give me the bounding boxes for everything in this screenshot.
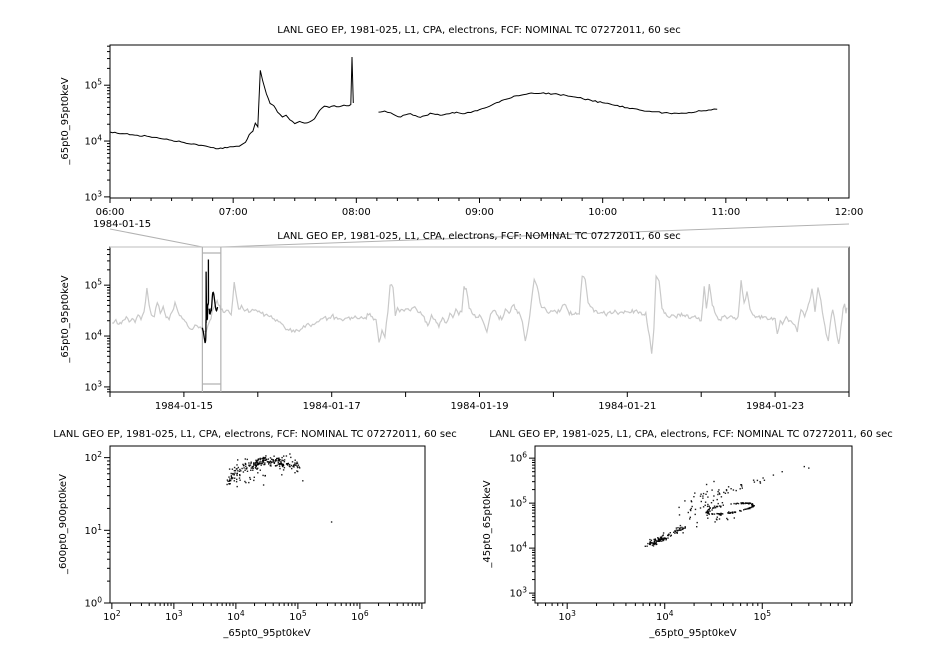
svg-text:06:00: 06:00 bbox=[95, 207, 125, 218]
detail-y-axis-ticks bbox=[84, 46, 110, 203]
svg-text:1984-01-17: 1984-01-17 bbox=[302, 401, 361, 412]
svg-text:101: $10^1$ bbox=[84, 522, 102, 537]
svg-text:11:00: 11:00 bbox=[711, 207, 741, 218]
svg-text:106: $10^6$ bbox=[351, 609, 369, 623]
scatter2-plot-frame[interactable] bbox=[535, 446, 852, 603]
svg-text:104: $10^4$ bbox=[227, 609, 245, 623]
scatter1-plot-frame[interactable] bbox=[110, 446, 425, 603]
svg-text:10:00: 10:00 bbox=[588, 207, 618, 218]
svg-text:105: $10^5$ bbox=[753, 609, 772, 623]
svg-text:103: $10^3$ bbox=[509, 585, 527, 600]
scatter-600-900-y-axis-label: _600pt0_900pt0keV bbox=[58, 474, 69, 574]
context-x-axis-ticks bbox=[110, 392, 849, 412]
svg-text:104: $10^4$ bbox=[655, 609, 674, 623]
detail-panel-title: LANL GEO EP, 1981-025, L1, CPA, electrons, FCF: NOMINAL TC 07272011, 60 sec bbox=[277, 25, 681, 36]
svg-text:104: $10^4$ bbox=[84, 328, 102, 343]
svg-text:12:00: 12:00 bbox=[834, 207, 864, 218]
scatter-45-65-x-axis-label: _65pt0_95pt0keV bbox=[649, 628, 737, 639]
svg-text:105: $10^5$ bbox=[509, 495, 527, 510]
scatter-600-900-title: LANL GEO EP, 1981-025, L1, CPA, electrons, FCF: NOMINAL TC 07272011, 60 sec bbox=[53, 429, 457, 440]
svg-text:103: $10^3$ bbox=[558, 609, 576, 623]
scatter2-scatter-points bbox=[645, 466, 810, 547]
scatter2-y-axis-ticks bbox=[509, 451, 535, 600]
context-y-axis-ticks bbox=[84, 250, 110, 394]
svg-text:09:00: 09:00 bbox=[465, 207, 494, 218]
svg-text:102: $10^2$ bbox=[103, 609, 121, 623]
scatter-45-65-y-axis-label: _45pt0_65pt0keV bbox=[482, 480, 493, 568]
detail-timeseries-panel bbox=[84, 45, 863, 218]
context-highlight-series bbox=[202, 260, 217, 344]
svg-text:103: $10^3$ bbox=[84, 379, 102, 394]
svg-text:08:00: 08:00 bbox=[341, 207, 371, 218]
svg-text:1984-01-23: 1984-01-23 bbox=[746, 401, 805, 412]
scatter1-x-axis-ticks bbox=[103, 603, 422, 623]
detail-y-axis-label: _65pt0_95pt0keV bbox=[60, 77, 71, 165]
svg-text:07:00: 07:00 bbox=[218, 207, 248, 218]
svg-text:105: $10^5$ bbox=[84, 77, 102, 92]
svg-text:1984-01-15: 1984-01-15 bbox=[154, 401, 213, 412]
scatter-45-65-panel bbox=[509, 446, 852, 623]
scatter2-x-axis-ticks bbox=[538, 603, 851, 623]
svg-text:103: $10^3$ bbox=[165, 609, 183, 623]
svg-text:105: $10^5$ bbox=[84, 277, 102, 292]
svg-text:104: $10^4$ bbox=[84, 133, 102, 148]
context-y-axis-label: _65pt0_95pt0keV bbox=[60, 275, 71, 363]
scatter-45-65-title: LANL GEO EP, 1981-025, L1, CPA, electrons, FCF: NOMINAL TC 07272011, 60 sec bbox=[489, 429, 893, 440]
svg-text:1984-01-19: 1984-01-19 bbox=[450, 401, 509, 412]
detail-x-axis-ticks bbox=[96, 198, 864, 218]
context-box[interactable] bbox=[202, 247, 220, 392]
svg-text:100: $10^0$ bbox=[84, 595, 102, 610]
context-series bbox=[112, 276, 847, 354]
svg-text:104: $10^4$ bbox=[509, 540, 527, 555]
svg-text:1984-01-21: 1984-01-21 bbox=[598, 401, 657, 412]
detail-series bbox=[110, 57, 717, 149]
scatter1-scatter-points bbox=[226, 453, 332, 522]
scatter1-y-axis-ticks bbox=[84, 450, 110, 609]
scatter-600-900-x-axis-label: _65pt0_95pt0keV bbox=[223, 628, 311, 639]
detail-x-axis-date-label: 1984-01-15 bbox=[93, 219, 152, 230]
svg-text:102: $10^2$ bbox=[84, 450, 102, 465]
svg-text:103: $10^3$ bbox=[84, 189, 102, 204]
detail-plot-frame[interactable] bbox=[110, 45, 849, 198]
svg-text:106: $10^6$ bbox=[509, 450, 527, 465]
svg-text:105: $10^5$ bbox=[289, 609, 307, 623]
context-timeseries-panel bbox=[84, 247, 849, 412]
context-panel-title: LANL GEO EP, 1981-025, L1, CPA, electrons, FCF: NOMINAL TC 07272011, 60 sec bbox=[277, 231, 681, 242]
scatter-600-900-panel bbox=[84, 446, 425, 623]
